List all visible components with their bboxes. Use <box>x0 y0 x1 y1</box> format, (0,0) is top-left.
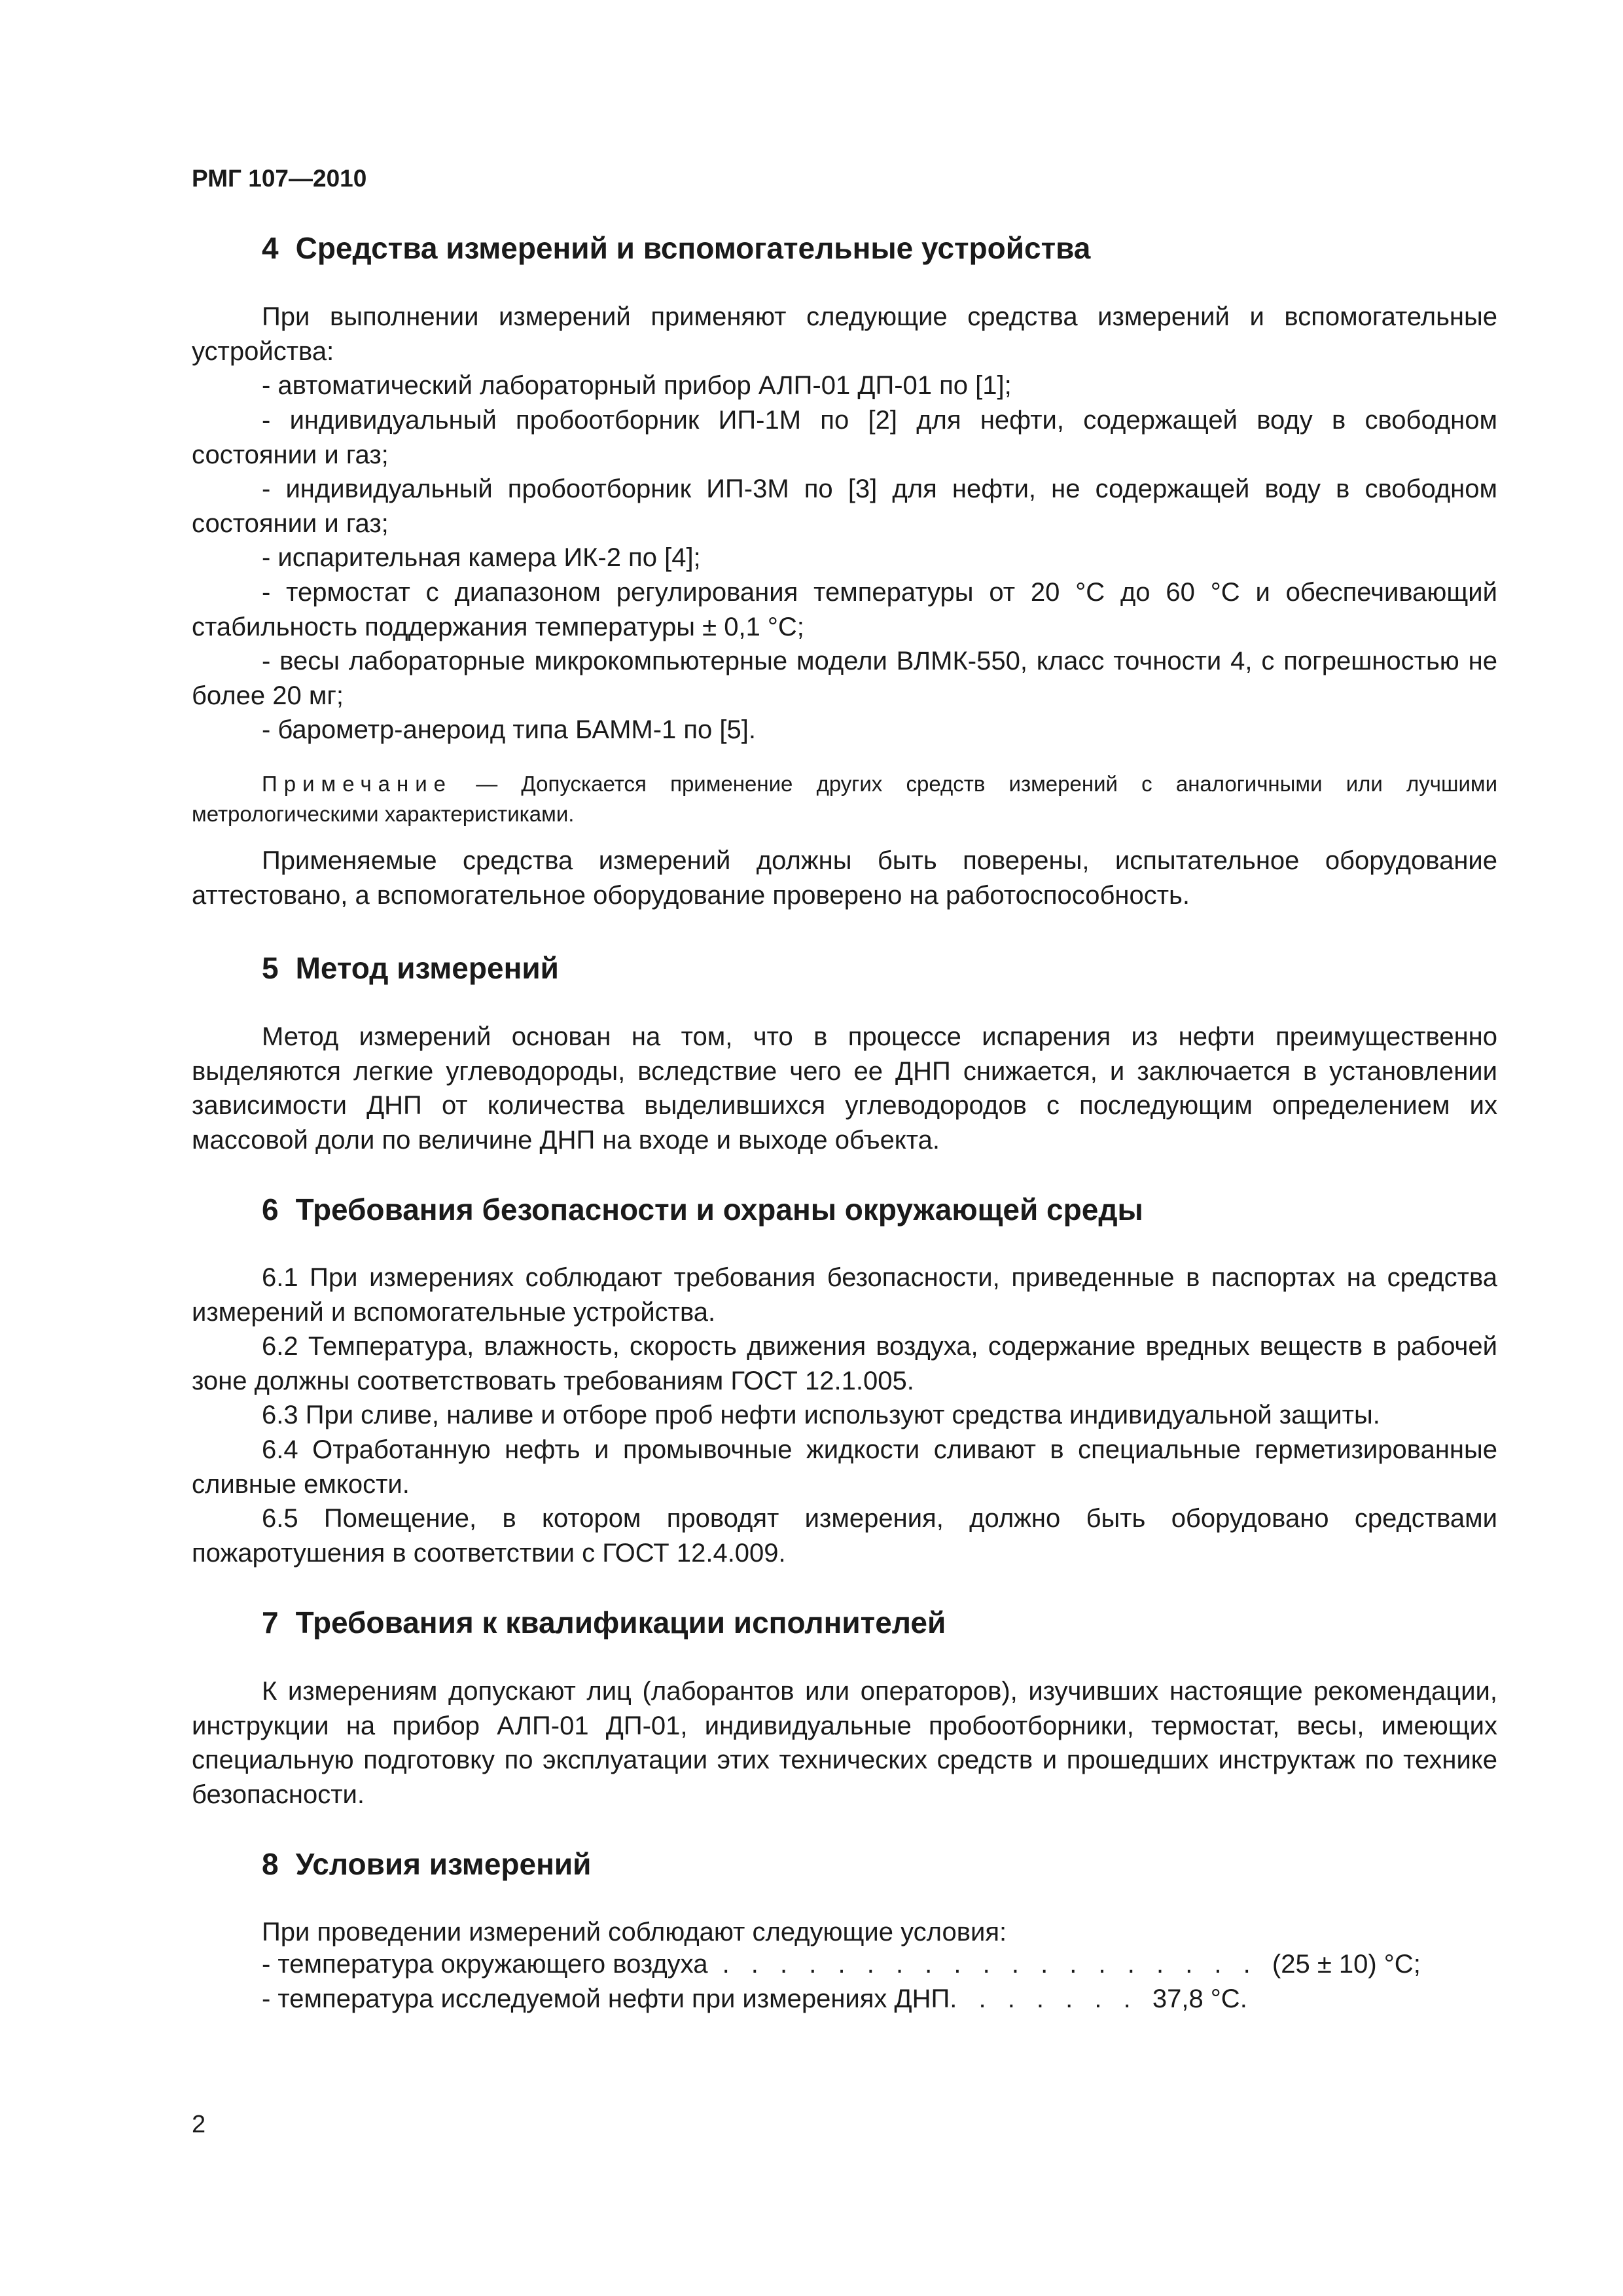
section-6-heading: 6 Требования безопасности и охраны окружающей среды <box>262 1193 1143 1227</box>
list-item: - индивидуальный пробоотборник ИП-1М по [2] для нефти, содержащей воду в свободном состоянии и газ; <box>192 406 1497 469</box>
condition-row: - температура исследуемой нефти при измерениях ДНП. . . . . . . 37,8 °С. <box>262 1984 1247 2013</box>
list-item: - автоматический лабораторный прибор АЛП-01 ДП-01 по [1]; <box>262 371 1012 400</box>
note-label: Примечание <box>262 772 453 796</box>
section-4-intro: При выполнении измерений применяют следующие средства измерений и вспомогательные устройства: <box>192 302 1497 366</box>
section-5-heading: 5 Метод измерений <box>262 951 559 985</box>
list-item: - испарительная камера ИК-2 по [4]; <box>262 543 701 572</box>
condition-row: - температура окружающего воздуха . . . . . . . . . . . . . . . . . . . (25 ± 10) °С; <box>262 1950 1421 1979</box>
section-5-text: Метод измерений основан на том, что в процессе испарения из нефти преимущественно выделяются легкие углеводороды, вследствие чего ее ДНП снижается, и заключается в установлении зависимости ДНП от количества выделившихся углеводородов с последующим определением их массовой доли по величине ДНП на входе и выходе объекта. <box>192 1022 1497 1155</box>
section-8-heading: 8 Условия измерений <box>262 1847 592 1881</box>
section-7-heading: 7 Требования к квалификации исполнителей <box>262 1605 946 1640</box>
section-8-intro: При проведении измерений соблюдают следующие условия: <box>262 1918 1007 1946</box>
list-item: - барометр-анероид типа БАММ-1 по [5]. <box>262 715 756 744</box>
list-item: 6.3 При сливе, наливе и отборе проб нефти используют средства индивидуальной защиты. <box>262 1401 1380 1429</box>
list-item: - весы лабораторные микрокомпьютерные модели ВЛМК-550, класс точности 4, с погрешностью не более 20 мг; <box>192 647 1497 710</box>
list-item: 6.4 Отработанную нефть и промывочные жидкости сливают в специальные герметизированные сливные емкости. <box>192 1435 1497 1499</box>
section-4-closing: Применяемые средства измерений должны быть поверены, испытательное оборудование аттестовано, а вспомогательное оборудование проверено на работоспособность. <box>192 846 1497 910</box>
list-item: 6.2 Температура, влажность, скорость движения воздуха, содержание вредных веществ в рабочей зоне должны соответствовать требованиям ГОСТ 12.1.005. <box>192 1332 1497 1395</box>
section-4-heading: 4 Средства измерений и вспомогательные устройства <box>262 231 1091 265</box>
document-header: РМГ 107—2010 <box>192 165 367 192</box>
list-item: - термостат с диапазоном регулирования температуры от 20 °С до 60 °С и обеспечивающий стабильность поддержания температуры ± 0,1 °С; <box>192 578 1497 641</box>
note <box>192 769 1497 829</box>
list-item: - индивидуальный пробоотборник ИП-3М по [3] для нефти, не содержащей воду в свободном состоянии и газ; <box>192 475 1497 538</box>
note-text: — Допускается применение других средств измерений с аналогичными или лучшими метрологическими характеристиками. <box>192 772 1497 826</box>
list-item: 6.5 Помещение, в котором проводят измерения, должно быть оборудовано средствами пожаротушения в соответствии с ГОСТ 12.4.009. <box>192 1504 1497 1568</box>
page-number: 2 <box>192 2111 206 2138</box>
list-item: 6.1 При измерениях соблюдают требования безопасности, приведенные в паспортах на средства измерений и вспомогательные устройства. <box>192 1263 1497 1327</box>
section-7-text: К измерениям допускают лиц (лаборантов или операторов), изучивших настоящие рекомендации, инструкции на прибор АЛП-01 ДП-01, индивидуальные пробоотборники, термостат, весы, имеющих специальную подготовку по эксплуатации этих технических средств и прошедших инструктаж по технике безопасности. <box>192 1677 1497 1809</box>
